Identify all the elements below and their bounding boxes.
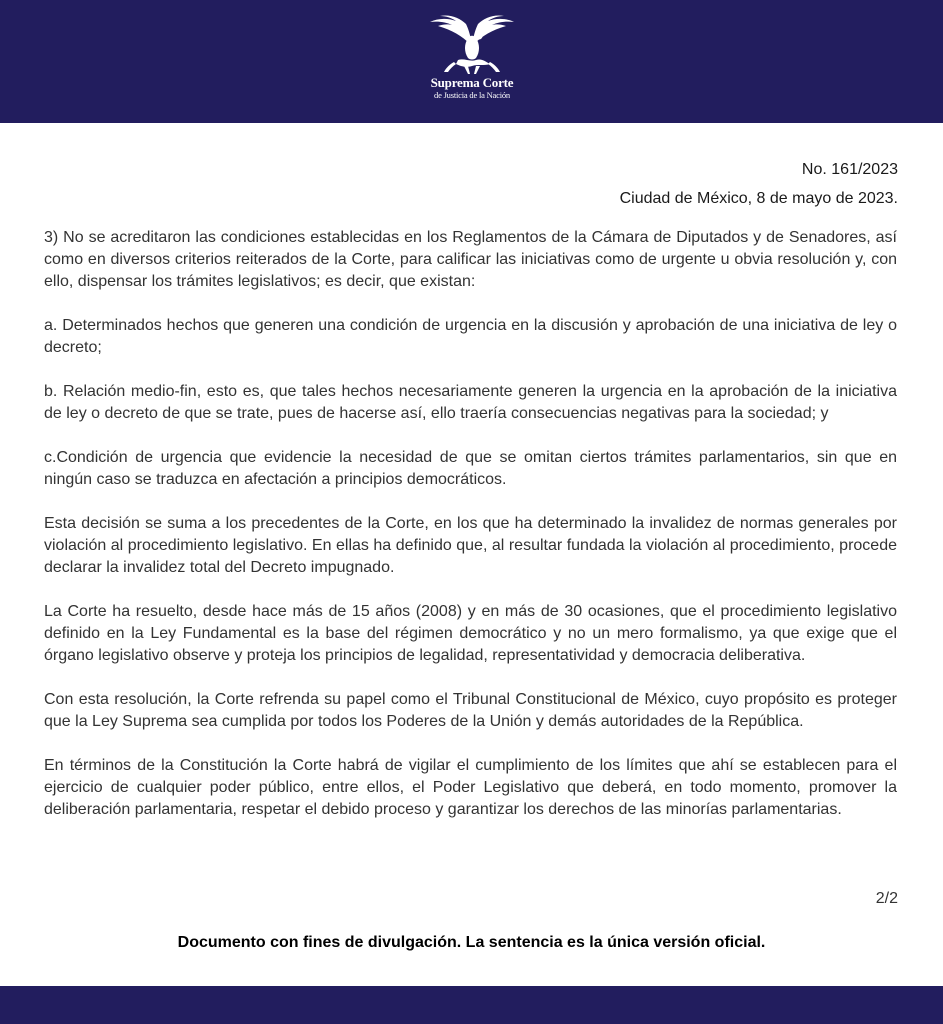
paragraph-item-c: c.Condición de urgencia que evidencie la necesidad de que se omitan ciertos trámites parlamentarios, sin que en ningún caso se traduzca en afectación a principios democráticos.: [44, 449, 897, 488]
paragraph-constitution: En términos de la Constitución la Corte habrá de vigilar el cumplimiento de los límites que ahí se establecen para el ejercicio de cualquier poder público, entre ellos, el Poder Legislativo que deberá, en todo momento, promover la deliberación parlamentaria, respetar el debido proceso y garantizar los derechos de las minorías parlamentarias.: [44, 757, 897, 818]
paragraph-condition-3: 3) No se acreditaron las condiciones establecidas en los Reglamentos de la Cámara de Diputados y de Senadores, así como en diversos criterios reiterados de la Corte, para calificar las iniciativas como de urgente u obvia resolución y, con ello, dispensar los trámites legislativos; es decir, que existan:: [44, 229, 897, 290]
paragraph-precedents: Esta decisión se suma a los precedentes de la Corte, en los que ha determinado la invalidez de normas generales por violación al procedimiento legislativo. En ellas ha definido que, al resultar fundada la violación al procedimiento, procede declarar la invalidez total del Decreto impugnado.: [44, 515, 897, 576]
place-and-date: Ciudad de México, 8 de mayo de 2023.: [619, 190, 898, 207]
paragraph-resolution: Con esta resolución, la Corte refrenda su papel como el Tribunal Constitucional de México, cuyo propósito es proteger que la Ley Suprema sea cumplida por todos los Poderes de la Unión y demás autoridades de la República.: [44, 691, 897, 730]
press-release-number: No. 161/2023: [801, 161, 898, 178]
header-band: [0, 0, 943, 123]
logo-title: Suprema Corte: [430, 75, 514, 90]
paragraph-item-a: a. Determinados hechos que generen una condición de urgencia en la discusión y aprobación de una iniciativa de ley o decreto;: [44, 317, 897, 356]
document-body: [44, 227, 897, 843]
disclaimer: Documento con fines de divulgación. La sentencia es la única versión oficial.: [177, 934, 766, 951]
paragraph-history: La Corte ha resuelto, desde hace más de 15 años (2008) y en más de 30 ocasiones, que el procedimiento legislativo definido en la Ley Fundamental es la base del régimen democrático y no un mero formalismo, ya que exige que el órgano legislativo observe y proteja los principios de legalidad, representatividad y democracia deliberativa.: [44, 603, 897, 664]
page-number: 2/2: [875, 890, 898, 907]
footer-band: [0, 986, 943, 1024]
scjn-logo: [420, 14, 524, 114]
paragraph-item-b: b. Relación medio-fin, esto es, que tales hechos necesariamente generen la urgencia en la aprobación de la iniciativa de ley o decreto de que se trate, pues de hacerse así, ello traería consecuencias negativas para la sociedad; y: [44, 383, 897, 422]
eagle-emblem-icon: [424, 14, 520, 76]
logo-subtitle: de Justicia de la Nación: [434, 90, 510, 100]
document-meta: [620, 155, 898, 213]
